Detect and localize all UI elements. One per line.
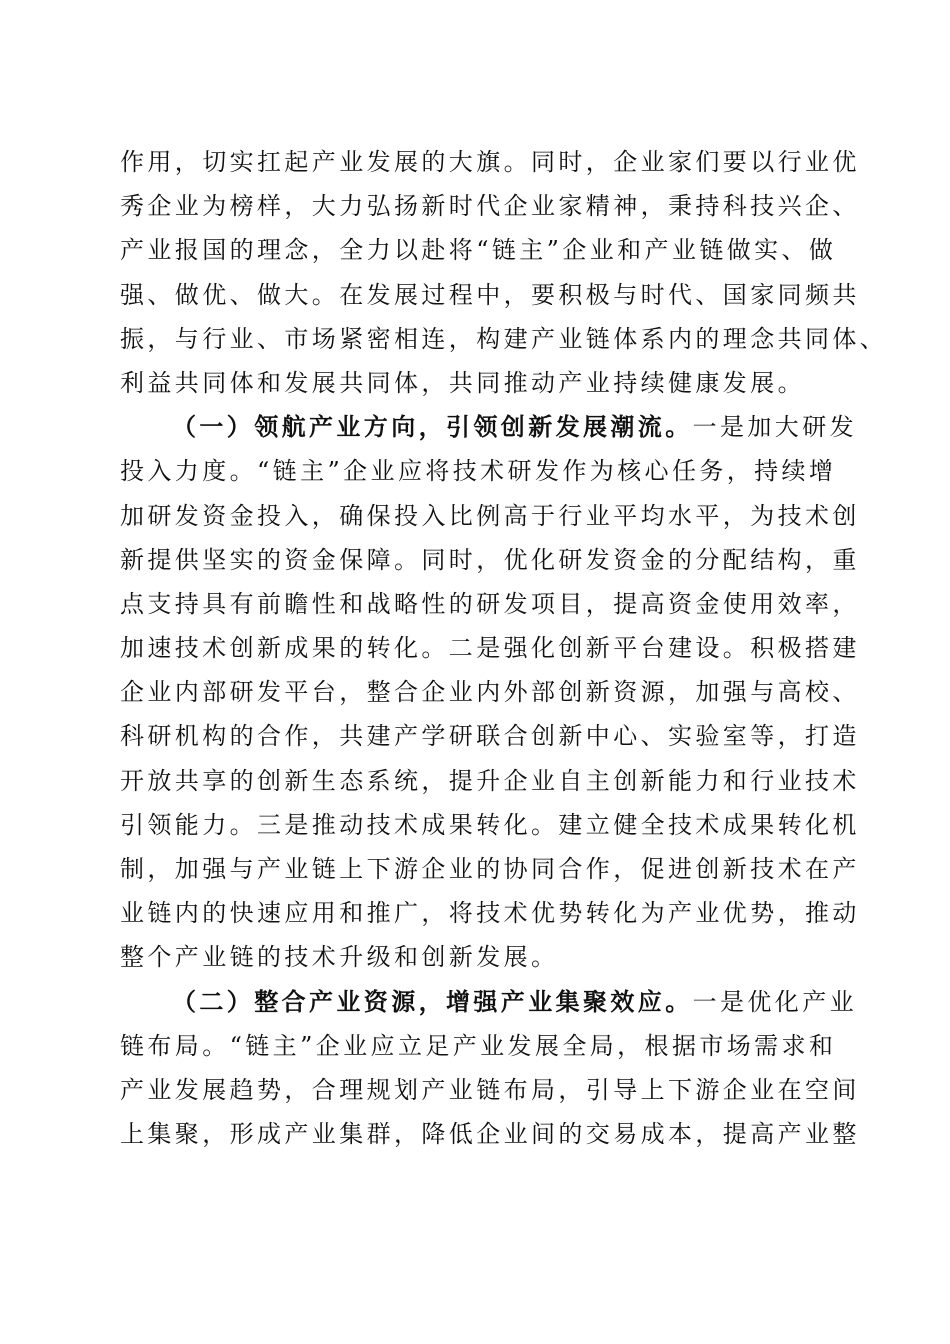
section-1-first-line: [120, 405, 858, 449]
section-2-heading: （二）整合产业资源，增强产业集聚效应。: [172, 986, 693, 1016]
paragraph-line: 产业发展趋势，合理规划产业链布局，引导上下游企业在空间: [120, 1075, 860, 1104]
paragraph-line: 企业内部研发平台，整合企业内外部创新资源，加强与高校、: [120, 678, 860, 707]
paragraph-line: 产业报国的理念，全力以赴将“链主”企业和产业链做实、做: [120, 236, 837, 265]
paragraph-line: 开放共享的创新生态系统，提升企业自主创新能力和行业技术: [120, 766, 860, 795]
paragraph-line: 点支持具有前瞻性和战略性的研发项目，提高资金使用效率，: [120, 589, 860, 618]
document-body: [120, 140, 888, 1156]
paragraph-line: 业链内的快速应用和推广，将技术优势转化为产业优势，推动: [120, 899, 860, 928]
section-2-first-line: [120, 980, 858, 1024]
paragraph-line: 科研机构的合作，共建产学研联合创新中心、实验室等，打造: [120, 722, 860, 751]
section-2-first-line-text: 一是优化产业: [692, 987, 858, 1016]
paragraph-line: 秀企业为榜样，大力弘扬新时代企业家精神，秉持科技兴企、: [120, 192, 860, 221]
paragraph-line: 整个产业链的技术升级和创新发展。: [120, 943, 559, 972]
section-1-heading: （一）领航产业方向，引领创新发展潮流。: [172, 412, 693, 442]
paragraph-line: 振，与行业、市场紧密相连，构建产业链体系内的理念共同体、: [120, 324, 888, 353]
paragraph-line: 强、做优、做大。在发展过程中，要积极与时代、国家同频共: [120, 280, 860, 309]
paragraph-line: 加速技术创新成果的转化。二是强化创新平台建设。积极搭建: [120, 634, 860, 663]
paragraph-line: 作用，切实扛起产业发展的大旗。同时，企业家们要以行业优: [120, 148, 860, 176]
section-1-first-line-text: 一是加大研发: [692, 413, 858, 442]
paragraph-line: 利益共同体和发展共同体，共同推动产业持续健康发展。: [120, 368, 805, 397]
paragraph-line: 新提供坚实的资金保障。同时，优化研发资金的分配结构，重: [120, 545, 860, 574]
paragraph-line: 上集聚，形成产业集群，降低企业间的交易成本，提高产业整: [120, 1120, 860, 1149]
paragraph-line: 加研发资金投入，确保投入比例高于行业平均水平，为技术创: [120, 501, 860, 530]
paragraph-line: 引领能力。三是推动技术成果转化。建立健全技术成果转化机: [120, 810, 860, 839]
paragraph-line: 链布局。“链主”企业应立足产业发展全局，根据市场需求和: [120, 1031, 837, 1060]
paragraph-line: 制，加强与产业链上下游企业的协同合作，促进创新技术在产: [120, 855, 860, 883]
paragraph-line: 投入力度。“链主”企业应将技术研发作为核心任务，持续增: [120, 457, 837, 486]
